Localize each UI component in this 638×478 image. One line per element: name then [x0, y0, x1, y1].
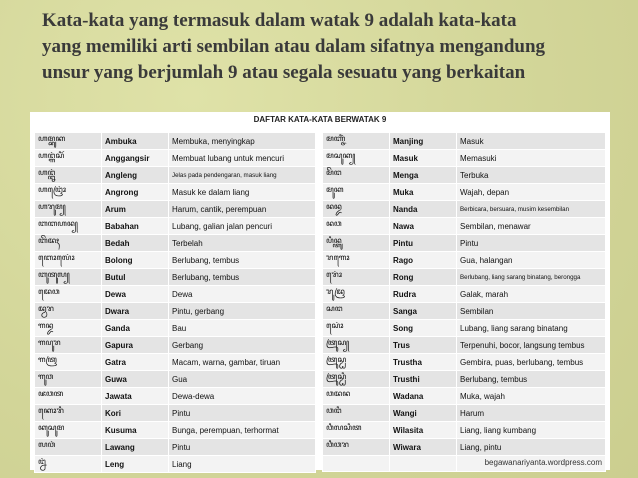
- table-row: [323, 133, 606, 150]
- javanese-script-cell: ꦲꦩ꧀ꦧꦸꦏ: [35, 133, 102, 150]
- meaning-cell: Bunga, perempuan, terhormat: [169, 422, 316, 439]
- word-cell: Song: [390, 320, 457, 337]
- javanese-script-cell: ꦥꦶꦤ꧀ꦠꦸ: [323, 235, 390, 252]
- javanese-script-cell: ꦫꦺꦴꦁ: [323, 269, 390, 286]
- javanese-script-cell: ꦲꦔ꧀ꦒꦁꦱꦶꦂ: [35, 150, 102, 167]
- meaning-cell: Muka, wajah: [457, 388, 606, 405]
- heading-line-2: yang memiliki arti sembilan atau dalam sifatnya mengandung: [42, 36, 546, 57]
- word-cell: Babahan: [102, 218, 169, 235]
- word-cell: Wadana: [390, 388, 457, 405]
- javanese-script-cell: ꦠꦿꦸꦱ꧀ꦛꦶ: [323, 371, 390, 388]
- word-cell: Menga: [390, 167, 457, 184]
- meaning-cell: Dewa-dewa: [169, 388, 316, 405]
- slide-heading: [42, 8, 622, 86]
- word-cell: Trusthi: [390, 371, 457, 388]
- word-cell: [390, 456, 457, 472]
- javanese-script-cell: [323, 456, 390, 472]
- javanese-script-cell: ꦭꦮꦁ: [35, 439, 102, 456]
- table-row: [323, 405, 606, 422]
- meaning-cell: Terpenuhi, bocor, langsung tembus: [457, 337, 606, 354]
- meaning-cell: Harum, cantik, perempuan: [169, 201, 316, 218]
- javanese-script-cell: ꦤꦮ: [323, 218, 390, 235]
- word-cell: Masuk: [390, 150, 457, 167]
- table-row: [35, 184, 316, 201]
- word-cell: Bedah: [102, 235, 169, 252]
- table-row: [323, 354, 606, 371]
- word-cell: Jawata: [102, 388, 169, 405]
- meaning-cell: Liang, pintu: [457, 439, 606, 456]
- table-row: [323, 252, 606, 269]
- table-row: [323, 422, 606, 439]
- meaning-cell: Dewa: [169, 286, 316, 303]
- meaning-cell: Macam, warna, gambar, tiruan: [169, 354, 316, 371]
- word-cell: Angleng: [102, 167, 169, 184]
- javanese-script-cell: ꦧꦼꦢꦃ: [35, 235, 102, 252]
- word-cell: Manjing: [390, 133, 457, 150]
- meaning-cell: Lubang, galian jalan pencuri: [169, 218, 316, 235]
- javanese-script-cell: ꦊꦁ: [35, 456, 102, 473]
- table-row: [35, 218, 316, 235]
- meaning-cell: Galak, marah: [457, 286, 606, 303]
- table-row: [323, 320, 606, 337]
- meaning-cell: Bau: [169, 320, 316, 337]
- table-row: [35, 150, 316, 167]
- table-row: [35, 320, 316, 337]
- meaning-cell: Berlubang, tembus: [169, 269, 316, 286]
- table-row: [323, 167, 606, 184]
- table-row: [35, 422, 316, 439]
- meaning-cell: Gua: [169, 371, 316, 388]
- table-row: [35, 286, 316, 303]
- javanese-script-cell: ꦫꦒꦺꦴ: [323, 252, 390, 269]
- javanese-script-cell: ꦩꦼꦔ: [323, 167, 390, 184]
- javanese-script-cell: ꦢꦺꦮ: [35, 286, 102, 303]
- table-row: [323, 201, 606, 218]
- table-row: [35, 167, 316, 184]
- table-row: [323, 269, 606, 286]
- javanese-script-cell: ꦲꦔꦿꦺꦴꦁ: [35, 184, 102, 201]
- javanese-script-cell: ꦮꦔꦶ: [323, 405, 390, 422]
- table-row: [35, 456, 316, 473]
- word-cell: Arum: [102, 201, 169, 218]
- word-cell: Gapura: [102, 337, 169, 354]
- meaning-cell: Berlubang, tembus: [457, 371, 606, 388]
- javanese-script-cell: ꦠꦿꦸꦱ꧀: [323, 337, 390, 354]
- javanese-script-cell: ꦏꦺꦴꦫꦶ: [35, 405, 102, 422]
- word-table-right: [322, 132, 606, 472]
- word-table-left: [34, 132, 316, 473]
- javanese-script-cell: ꦩꦱꦸꦏ꧀: [323, 150, 390, 167]
- word-cell: Kusuma: [102, 422, 169, 439]
- meaning-cell: Sembilan, menawar: [457, 218, 606, 235]
- word-cell: Ganda: [102, 320, 169, 337]
- javanese-script-cell: ꦱꦺꦴꦁ: [323, 320, 390, 337]
- meaning-cell: Harum: [457, 405, 606, 422]
- table-row: [323, 150, 606, 167]
- word-cell: Rudra: [390, 286, 457, 303]
- word-cell: Wangi: [390, 405, 457, 422]
- meaning-cell: Pintu, gerbang: [169, 303, 316, 320]
- meaning-cell: Memasuki: [457, 150, 606, 167]
- table-row: [323, 303, 606, 320]
- javanese-script-cell: ꦩꦸꦏ: [323, 184, 390, 201]
- javanese-script-cell: ꦩꦚ꧀ꦗꦶꦁ: [323, 133, 390, 150]
- word-cell: Bolong: [102, 252, 169, 269]
- word-cell: Gatra: [102, 354, 169, 371]
- meaning-cell: Membuat lubang untuk mencuri: [169, 150, 316, 167]
- javanese-script-cell: ꦧꦧꦲꦤ꧀: [35, 218, 102, 235]
- meaning-cell: Lubang, liang sarang binatang: [457, 320, 606, 337]
- meaning-cell: Berbicara, bersuara, musim kesembilan: [457, 201, 606, 218]
- source-credit: begawanariyanta.wordpress.com: [484, 458, 602, 467]
- javanese-script-cell: ꦮꦢꦤ: [323, 388, 390, 405]
- word-cell: Dewa: [102, 286, 169, 303]
- sheet-title: DAFTAR KATA-KATA BERWATAK 9: [253, 115, 387, 124]
- table-row: [323, 337, 606, 354]
- table-row: [35, 252, 316, 269]
- meaning-cell: Terbuka: [457, 167, 606, 184]
- javanese-script-cell: ꦠꦿꦸꦱ꧀ꦛ: [323, 354, 390, 371]
- word-cell: Sanga: [390, 303, 457, 320]
- table-row: [323, 439, 606, 456]
- javanese-script-cell: ꦤꦤ꧀ꦢ: [323, 201, 390, 218]
- meaning-cell: Berlubang, liang sarang binatang, berongga: [457, 269, 606, 286]
- meaning-cell: Berlubang, tembus: [169, 252, 316, 269]
- meaning-cell: Gua, halangan: [457, 252, 606, 269]
- meaning-cell: Pintu: [169, 439, 316, 456]
- table-row: [35, 405, 316, 422]
- meaning-cell: Pintu: [169, 405, 316, 422]
- javanese-script-cell: ꦱꦔ: [323, 303, 390, 320]
- table-row: [35, 133, 316, 150]
- meaning-cell: Terbelah: [169, 235, 316, 252]
- table-row: [35, 371, 316, 388]
- table-row: [323, 184, 606, 201]
- table-row: [35, 388, 316, 405]
- table-row: [35, 354, 316, 371]
- javanese-script-cell: ꦫꦸꦢꦿ: [323, 286, 390, 303]
- meaning-cell: Liang: [169, 456, 316, 473]
- table-row: [323, 286, 606, 303]
- table-row: [323, 371, 606, 388]
- javanese-script-cell: ꦮꦶꦭꦱꦶꦠ: [323, 422, 390, 439]
- word-cell: Dwara: [102, 303, 169, 320]
- table-row: [35, 303, 316, 320]
- javanese-script-cell: ꦢ꧀ꦮꦫ: [35, 303, 102, 320]
- word-cell: Nawa: [390, 218, 457, 235]
- word-cell: Pintu: [390, 235, 457, 252]
- javanese-script-cell: ꦧꦸꦠꦸꦭ꧀: [35, 269, 102, 286]
- word-cell: Rong: [390, 269, 457, 286]
- table-row: [35, 337, 316, 354]
- word-cell: Trustha: [390, 354, 457, 371]
- table-row: [323, 235, 606, 252]
- meaning-cell: Gembira, puas, berlubang, tembus: [457, 354, 606, 371]
- word-cell: Ambuka: [102, 133, 169, 150]
- javanese-script-cell: ꦒꦸꦮ: [35, 371, 102, 388]
- word-cell: Rago: [390, 252, 457, 269]
- table-row: [35, 439, 316, 456]
- heading-line-3: unsur yang berjumlah 9 atau segala sesuatu yang berkaitan: [42, 62, 526, 83]
- word-cell: Angrong: [102, 184, 169, 201]
- meaning-cell: Sembilan: [457, 303, 606, 320]
- meaning-cell: Jelas pada pendengaran, masuk liang: [169, 167, 316, 184]
- javanese-script-cell: ꦏꦸꦱꦸꦩ: [35, 422, 102, 439]
- javanese-script-cell: ꦗꦮꦠ: [35, 388, 102, 405]
- meaning-cell: Masuk ke dalam liang: [169, 184, 316, 201]
- table-row: [35, 201, 316, 218]
- table-row: [323, 388, 606, 405]
- word-cell: Anggangsir: [102, 150, 169, 167]
- word-cell: Wiwara: [390, 439, 457, 456]
- word-cell: Butul: [102, 269, 169, 286]
- javanese-script-cell: ꦲꦔ꧀ꦊꦁ: [35, 167, 102, 184]
- heading-line-1: Kata-kata yang termasuk dalam watak 9 adalah kata-kata: [42, 10, 517, 31]
- meaning-cell: Gerbang: [169, 337, 316, 354]
- word-cell: Muka: [390, 184, 457, 201]
- word-cell: Guwa: [102, 371, 169, 388]
- word-cell: Wilasita: [390, 422, 457, 439]
- table-row: [323, 218, 606, 235]
- javanese-script-cell: ꦒꦠꦿ: [35, 354, 102, 371]
- javanese-script-cell: ꦮꦶꦮꦫ: [323, 439, 390, 456]
- word-cell: Lawang: [102, 439, 169, 456]
- word-cell: Nanda: [390, 201, 457, 218]
- meaning-cell: Liang, liang kumbang: [457, 422, 606, 439]
- word-cell: Kori: [102, 405, 169, 422]
- table-row: [35, 269, 316, 286]
- javanese-script-cell: ꦲꦫꦸꦩ꧀: [35, 201, 102, 218]
- javanese-script-cell: ꦒꦤ꧀ꦢ: [35, 320, 102, 337]
- meaning-cell: Wajah, depan: [457, 184, 606, 201]
- word-cell: Leng: [102, 456, 169, 473]
- word-list-sheet: [30, 112, 610, 470]
- table-row: [35, 235, 316, 252]
- javanese-script-cell: ꦧꦺꦴꦭꦺꦴꦁ: [35, 252, 102, 269]
- meaning-cell: Membuka, menyingkap: [169, 133, 316, 150]
- javanese-script-cell: ꦒꦥꦸꦫ: [35, 337, 102, 354]
- meaning-cell: Masuk: [457, 133, 606, 150]
- meaning-cell: Pintu: [457, 235, 606, 252]
- word-cell: Trus: [390, 337, 457, 354]
